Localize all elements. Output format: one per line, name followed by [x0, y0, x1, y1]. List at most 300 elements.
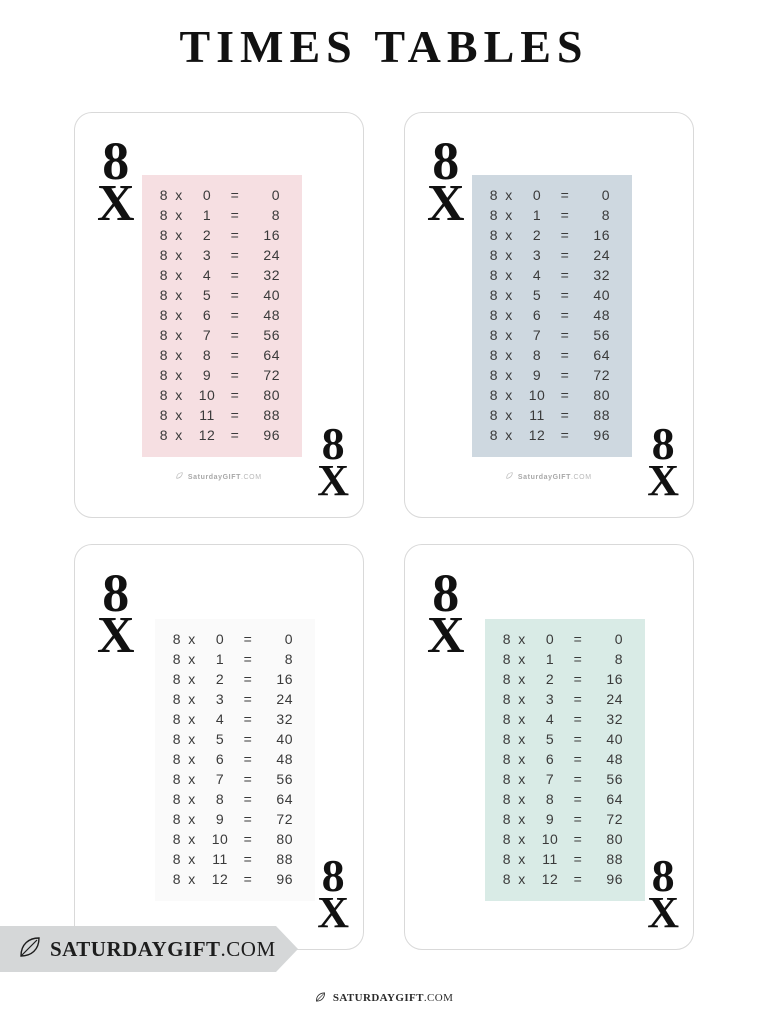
eq-multiplicand: 8 [502, 811, 511, 827]
eq-multiplier: 2 [545, 671, 555, 687]
eq-multiplier: 0 [545, 631, 555, 647]
eq-multiplier: 8 [532, 347, 542, 363]
table-row [155, 809, 315, 829]
eq-multiplicand: 8 [172, 751, 181, 767]
eq-operator: x [518, 831, 526, 847]
deco-operator: X [427, 175, 465, 233]
table-row [472, 245, 632, 265]
decorative-eight-times-bottom [317, 418, 349, 505]
eq-equals: = [230, 187, 240, 203]
eq-operator: x [175, 407, 183, 423]
eq-equals: = [573, 771, 583, 787]
eq-multiplicand: 8 [172, 711, 181, 727]
eq-multiplier: 2 [532, 227, 542, 243]
eq-multiplicand: 8 [159, 347, 168, 363]
cards-grid [74, 112, 694, 950]
eq-equals: = [560, 347, 570, 363]
eq-equals: = [560, 427, 570, 443]
eq-operator: x [175, 267, 183, 283]
eq-multiplicand: 8 [172, 831, 181, 847]
table-row [142, 425, 302, 445]
eq-equals: = [243, 871, 253, 887]
table-row [155, 769, 315, 789]
eq-operator: x [505, 347, 513, 363]
table-row [485, 729, 645, 749]
deco-operator: X [97, 175, 135, 233]
eq-multiplicand: 8 [159, 327, 168, 343]
eq-multiplier: 7 [532, 327, 542, 343]
eq-operator: x [175, 387, 183, 403]
eq-multiplicand: 8 [159, 227, 168, 243]
eq-result: 56 [263, 327, 280, 343]
deco-number: 8 [102, 563, 130, 623]
eq-equals: = [560, 327, 570, 343]
eq-result: 0 [271, 187, 280, 203]
eq-multiplicand: 8 [172, 631, 181, 647]
eq-multiplicand: 8 [172, 791, 181, 807]
eq-operator: x [188, 691, 196, 707]
table-row [485, 869, 645, 889]
table-row [155, 829, 315, 849]
eq-multiplicand: 8 [502, 731, 511, 747]
table-row [142, 365, 302, 385]
eq-equals: = [230, 427, 240, 443]
eq-multiplier: 11 [529, 407, 545, 423]
eq-operator: x [188, 811, 196, 827]
eq-operator: x [175, 367, 183, 383]
eq-equals: = [243, 811, 253, 827]
eq-result: 24 [263, 247, 280, 263]
eq-result: 24 [276, 691, 293, 707]
eq-operator: x [518, 631, 526, 647]
eq-multiplicand: 8 [489, 287, 498, 303]
eq-equals: = [230, 247, 240, 263]
eq-result: 8 [601, 207, 610, 223]
eq-result: 80 [276, 831, 293, 847]
eq-multiplier: 4 [202, 267, 212, 283]
eq-result: 72 [276, 811, 293, 827]
eq-multiplicand: 8 [159, 187, 168, 203]
table-row [472, 205, 632, 225]
eq-result: 0 [284, 631, 293, 647]
eq-multiplier: 9 [202, 367, 212, 383]
eq-multiplier: 1 [215, 651, 225, 667]
eq-result: 16 [606, 671, 623, 687]
table-row [485, 749, 645, 769]
table-row [472, 225, 632, 245]
eq-result: 72 [593, 367, 610, 383]
eq-equals: = [243, 731, 253, 747]
eq-equals: = [560, 287, 570, 303]
eq-equals: = [560, 407, 570, 423]
eq-multiplicand: 8 [172, 671, 181, 687]
eq-multiplicand: 8 [502, 651, 511, 667]
eq-multiplicand: 8 [489, 347, 498, 363]
eq-multiplier: 0 [532, 187, 542, 203]
eq-result: 32 [606, 711, 623, 727]
eq-result: 0 [601, 187, 610, 203]
eq-result: 0 [614, 631, 623, 647]
table-row [472, 345, 632, 365]
equations-table-mint [485, 619, 645, 901]
eq-multiplicand: 8 [159, 287, 168, 303]
eq-result: 56 [276, 771, 293, 787]
table-row [142, 305, 302, 325]
table-row [142, 405, 302, 425]
eq-result: 80 [263, 387, 280, 403]
eq-multiplier: 8 [215, 791, 225, 807]
eq-multiplicand: 8 [159, 407, 168, 423]
times-table-card-pink [74, 112, 364, 518]
eq-multiplicand: 8 [489, 387, 498, 403]
eq-multiplier: 5 [545, 731, 555, 747]
eq-equals: = [573, 851, 583, 867]
eq-result: 8 [284, 651, 293, 667]
eq-equals: = [230, 407, 240, 423]
table-row [472, 305, 632, 325]
eq-equals: = [230, 267, 240, 283]
eq-multiplier: 12 [541, 871, 559, 887]
eq-multiplier: 4 [532, 267, 542, 283]
decorative-eight-times-bottom [647, 418, 679, 505]
eq-operator: x [188, 751, 196, 767]
eq-equals: = [243, 631, 253, 647]
eq-multiplier: 9 [532, 367, 542, 383]
table-row [485, 789, 645, 809]
table-row [142, 345, 302, 365]
eq-operator: x [518, 651, 526, 667]
deco-operator: X [647, 455, 679, 505]
eq-multiplier: 5 [202, 287, 212, 303]
table-row [472, 425, 632, 445]
eq-operator: x [505, 247, 513, 263]
eq-equals: = [230, 367, 240, 383]
eq-multiplier: 6 [215, 751, 225, 767]
eq-operator: x [188, 871, 196, 887]
eq-multiplicand: 8 [502, 711, 511, 727]
eq-operator: x [518, 791, 526, 807]
eq-result: 88 [263, 407, 280, 423]
decorative-eight-times-top [97, 563, 135, 665]
leaf-icon [506, 474, 516, 481]
eq-equals: = [243, 711, 253, 727]
eq-equals: = [243, 751, 253, 767]
eq-result: 64 [276, 791, 293, 807]
eq-multiplicand: 8 [502, 691, 511, 707]
deco-operator: X [317, 455, 349, 505]
table-row [155, 669, 315, 689]
eq-multiplicand: 8 [489, 247, 498, 263]
brand-wordmark [50, 937, 276, 962]
eq-multiplicand: 8 [159, 387, 168, 403]
eq-operator: x [518, 811, 526, 827]
eq-multiplicand: 8 [502, 631, 511, 647]
table-row [155, 729, 315, 749]
eq-result: 16 [593, 227, 610, 243]
table-row [142, 325, 302, 345]
eq-equals: = [573, 651, 583, 667]
table-row [155, 849, 315, 869]
decorative-eight-times-bottom [317, 850, 349, 937]
eq-multiplier: 2 [215, 671, 225, 687]
eq-multiplicand: 8 [159, 427, 168, 443]
eq-result: 40 [606, 731, 623, 747]
eq-result: 24 [593, 247, 610, 263]
eq-multiplier: 6 [545, 751, 555, 767]
watermark-brand: SaturdayGIFT [187, 474, 241, 481]
eq-multiplier: 8 [202, 347, 212, 363]
eq-operator: x [175, 227, 183, 243]
eq-operator: x [188, 771, 196, 787]
eq-multiplier: 3 [202, 247, 212, 263]
eq-result: 48 [593, 307, 610, 323]
eq-multiplier: 8 [545, 791, 555, 807]
eq-equals: = [243, 651, 253, 667]
table-row [485, 849, 645, 869]
eq-equals: = [573, 831, 583, 847]
eq-operator: x [505, 427, 513, 443]
eq-operator: x [188, 651, 196, 667]
page-title: TIMES TABLES [179, 21, 589, 72]
deco-number: 8 [432, 563, 460, 623]
eq-operator: x [518, 771, 526, 787]
eq-operator: x [518, 851, 526, 867]
deco-operator: X [427, 607, 465, 665]
eq-multiplicand: 8 [502, 851, 511, 867]
eq-result: 48 [263, 307, 280, 323]
eq-multiplicand: 8 [172, 691, 181, 707]
eq-operator: x [518, 691, 526, 707]
eq-operator: x [505, 387, 513, 403]
leaf-icon [18, 936, 42, 963]
eq-multiplicand: 8 [489, 327, 498, 343]
eq-equals: = [560, 367, 570, 383]
deco-number: 8 [102, 131, 130, 191]
eq-operator: x [518, 711, 526, 727]
eq-result: 64 [263, 347, 280, 363]
table-row [142, 265, 302, 285]
eq-operator: x [505, 307, 513, 323]
eq-operator: x [175, 187, 183, 203]
eq-multiplier: 2 [202, 227, 212, 243]
eq-multiplicand: 8 [172, 731, 181, 747]
eq-multiplicand: 8 [489, 407, 498, 423]
eq-multiplicand: 8 [489, 227, 498, 243]
table-row [155, 869, 315, 889]
eq-operator: x [505, 367, 513, 383]
eq-multiplier: 6 [202, 307, 212, 323]
eq-multiplier: 5 [532, 287, 542, 303]
equations-table-blue [472, 175, 632, 457]
eq-multiplicand: 8 [489, 307, 498, 323]
deco-number: 8 [651, 418, 675, 470]
eq-result: 72 [606, 811, 623, 827]
table-row [155, 789, 315, 809]
eq-multiplier: 10 [528, 387, 546, 403]
eq-equals: = [243, 851, 253, 867]
eq-result: 96 [606, 871, 623, 887]
eq-result: 96 [263, 427, 280, 443]
deco-number: 8 [651, 850, 675, 902]
eq-result: 8 [271, 207, 280, 223]
eq-multiplicand: 8 [159, 367, 168, 383]
table-row [155, 649, 315, 669]
eq-equals: = [560, 267, 570, 283]
eq-operator: x [175, 287, 183, 303]
eq-result: 88 [606, 851, 623, 867]
eq-result: 48 [606, 751, 623, 767]
eq-multiplicand: 8 [159, 207, 168, 223]
deco-number: 8 [321, 418, 345, 470]
table-row [155, 709, 315, 729]
table-row [155, 689, 315, 709]
eq-multiplicand: 8 [502, 871, 511, 887]
table-row [485, 769, 645, 789]
eq-operator: x [175, 247, 183, 263]
eq-multiplier: 10 [541, 831, 559, 847]
eq-multiplier: 0 [215, 631, 225, 647]
eq-result: 32 [276, 711, 293, 727]
eq-multiplier: 10 [211, 831, 229, 847]
eq-equals: = [573, 691, 583, 707]
brand-banner [0, 926, 276, 972]
table-row [485, 709, 645, 729]
eq-multiplicand: 8 [159, 267, 168, 283]
eq-equals: = [560, 207, 570, 223]
eq-operator: x [188, 631, 196, 647]
eq-multiplier: 1 [202, 207, 212, 223]
eq-equals: = [230, 347, 240, 363]
eq-multiplier: 3 [215, 691, 225, 707]
eq-multiplicand: 8 [489, 207, 498, 223]
eq-multiplier: 11 [542, 851, 558, 867]
eq-operator: x [505, 327, 513, 343]
deco-operator: X [317, 887, 349, 937]
eq-multiplicand: 8 [502, 791, 511, 807]
eq-multiplier: 0 [202, 187, 212, 203]
eq-operator: x [188, 831, 196, 847]
eq-multiplicand: 8 [502, 671, 511, 687]
eq-multiplicand: 8 [502, 771, 511, 787]
table-row [142, 385, 302, 405]
eq-result: 24 [606, 691, 623, 707]
eq-multiplier: 5 [215, 731, 225, 747]
eq-equals: = [573, 671, 583, 687]
eq-multiplicand: 8 [172, 811, 181, 827]
watermark-tld: .COM [240, 474, 262, 481]
table-row [485, 669, 645, 689]
eq-operator: x [175, 327, 183, 343]
brand-gift: GIFT [167, 936, 221, 961]
table-row [485, 689, 645, 709]
leaf-icon [176, 474, 186, 481]
eq-operator: x [188, 671, 196, 687]
eq-result: 40 [593, 287, 610, 303]
decorative-eight-times-top [427, 131, 465, 233]
eq-result: 16 [263, 227, 280, 243]
watermark-brand: SaturdayGIFT [517, 474, 571, 481]
eq-result: 64 [606, 791, 623, 807]
eq-result: 32 [263, 267, 280, 283]
eq-result: 40 [276, 731, 293, 747]
eq-operator: x [175, 427, 183, 443]
times-table-card-mint [404, 544, 694, 950]
deco-operator: X [647, 887, 679, 937]
eq-equals: = [573, 811, 583, 827]
eq-operator: x [505, 207, 513, 223]
eq-operator: x [518, 731, 526, 747]
eq-multiplicand: 8 [489, 267, 498, 283]
eq-equals: = [560, 187, 570, 203]
table-row [485, 829, 645, 849]
eq-multiplicand: 8 [172, 851, 181, 867]
eq-operator: x [175, 347, 183, 363]
eq-operator: x [505, 287, 513, 303]
eq-multiplicand: 8 [172, 651, 181, 667]
eq-multiplier: 11 [212, 851, 228, 867]
eq-multiplier: 6 [532, 307, 542, 323]
table-row [155, 749, 315, 769]
eq-equals: = [573, 871, 583, 887]
table-row [485, 809, 645, 829]
eq-operator: x [188, 791, 196, 807]
eq-result: 96 [276, 871, 293, 887]
eq-multiplicand: 8 [502, 831, 511, 847]
table-row [155, 629, 315, 649]
eq-multiplicand: 8 [502, 751, 511, 767]
watermark-tld: .COM [570, 474, 592, 481]
table-row [472, 405, 632, 425]
eq-operator: x [188, 711, 196, 727]
eq-operator: x [518, 871, 526, 887]
eq-result: 16 [276, 671, 293, 687]
eq-equals: = [243, 691, 253, 707]
deco-number: 8 [432, 131, 460, 191]
eq-equals: = [230, 307, 240, 323]
eq-equals: = [243, 831, 253, 847]
table-row [472, 385, 632, 405]
eq-result: 80 [593, 387, 610, 403]
eq-equals: = [573, 731, 583, 747]
eq-multiplicand: 8 [159, 247, 168, 263]
eq-operator: x [518, 751, 526, 767]
eq-result: 64 [593, 347, 610, 363]
eq-equals: = [230, 287, 240, 303]
eq-multiplier: 12 [211, 871, 229, 887]
eq-multiplicand: 8 [159, 307, 168, 323]
eq-operator: x [505, 227, 513, 243]
eq-multiplier: 7 [202, 327, 212, 343]
table-row [472, 325, 632, 345]
eq-operator: x [505, 187, 513, 203]
brand-com: .COM [220, 936, 276, 961]
eq-multiplier: 4 [545, 711, 555, 727]
eq-multiplicand: 8 [489, 427, 498, 443]
eq-equals: = [573, 751, 583, 767]
eq-equals: = [230, 387, 240, 403]
eq-equals: = [560, 247, 570, 263]
eq-equals: = [243, 791, 253, 807]
eq-equals: = [230, 227, 240, 243]
footer-com: .COM [423, 992, 454, 1004]
table-row [142, 225, 302, 245]
eq-operator: x [175, 207, 183, 223]
table-row [472, 285, 632, 305]
eq-equals: = [573, 791, 583, 807]
eq-equals: = [243, 671, 253, 687]
eq-equals: = [230, 207, 240, 223]
eq-multiplier: 9 [215, 811, 225, 827]
